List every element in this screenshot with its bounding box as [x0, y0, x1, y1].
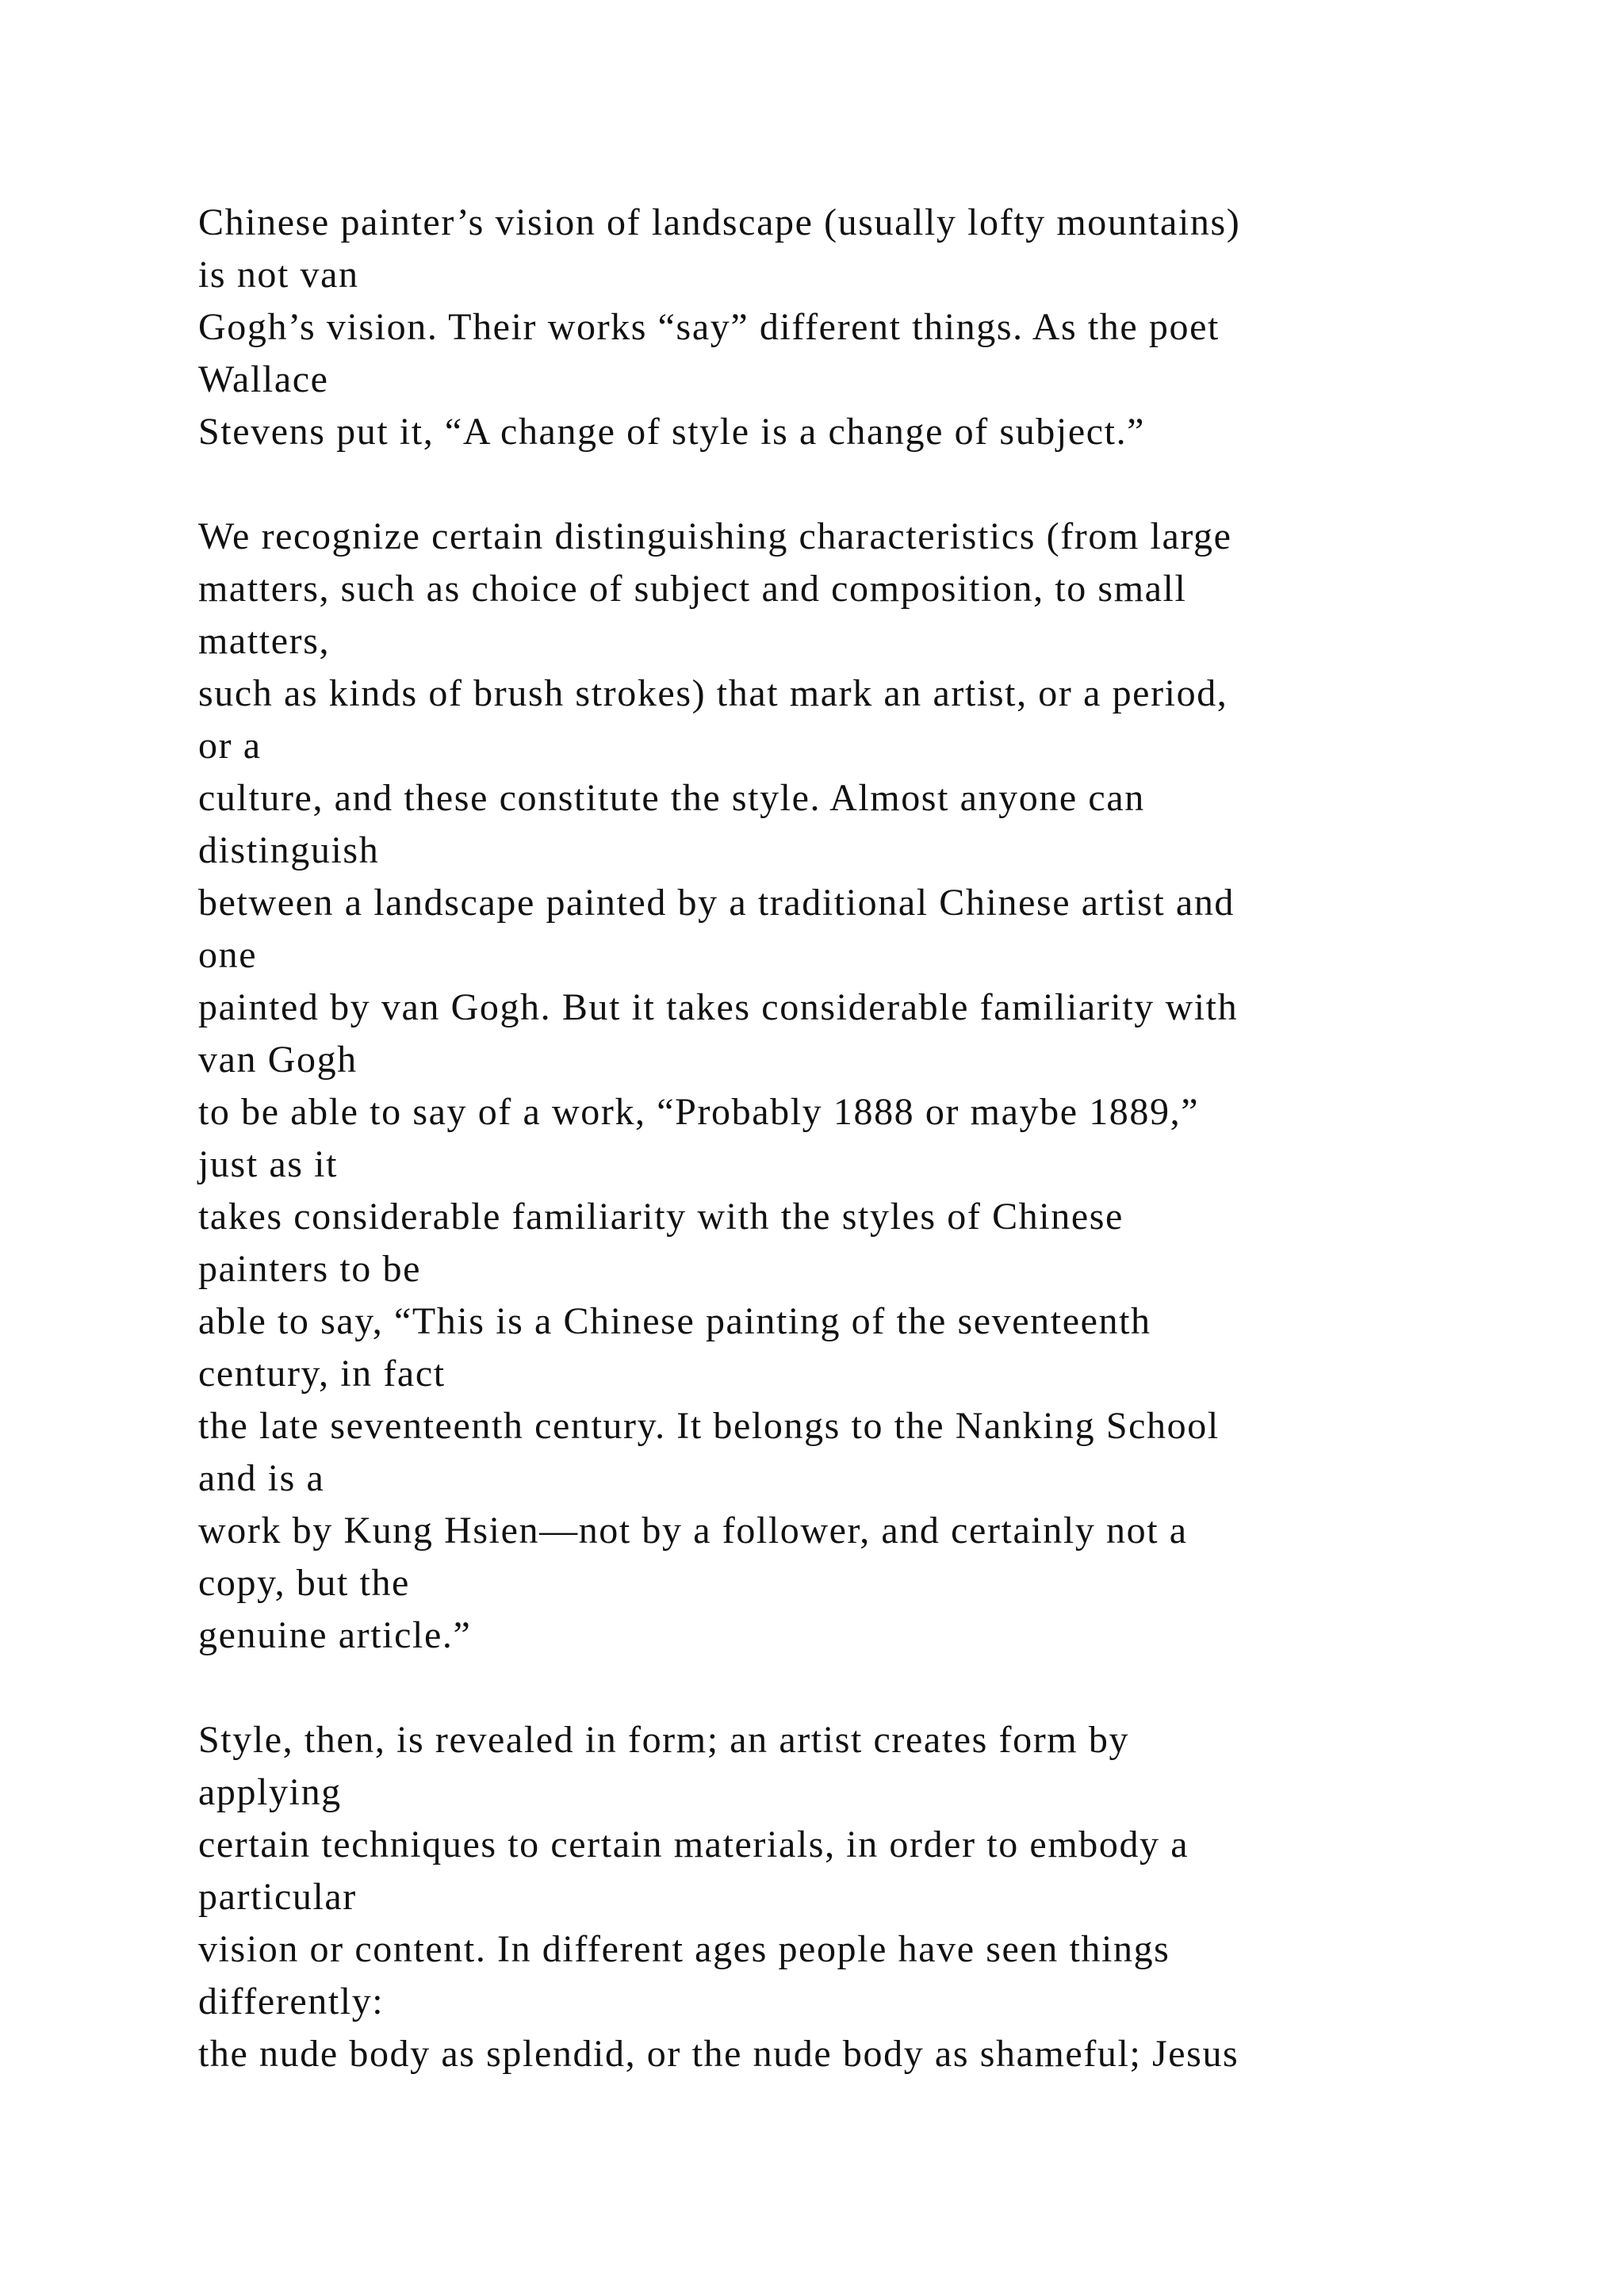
- text-line: certain techniques to certain materials, in order to embody a: [198, 1823, 1189, 1866]
- text-line: is not van: [198, 254, 359, 296]
- text-line: matters,: [198, 620, 331, 662]
- text-line: applying: [198, 1771, 342, 1813]
- text-line: takes considerable familiarity with the styles of Chinese: [198, 1196, 1124, 1238]
- text-line: Gogh’s vision. Their works “say” different things. As the poet: [198, 306, 1220, 348]
- text-line: just as it: [198, 1143, 339, 1185]
- text-line: such as kinds of brush strokes) that mark an artist, or a period,: [198, 672, 1228, 714]
- text-line: Chinese painter’s vision of landscape (usually lofty mountains): [198, 201, 1241, 243]
- text-line: Wallace: [198, 358, 329, 400]
- blank-line: [198, 1662, 1507, 1714]
- text-line: genuine article.”: [198, 1614, 472, 1656]
- text-line: copy, but the: [198, 1562, 410, 1604]
- text-line: and is a: [198, 1457, 325, 1499]
- blank-line: [198, 458, 1507, 511]
- text-line: work by Kung Hsien—not by a follower, and certainly not a: [198, 1510, 1188, 1552]
- body-text: [198, 197, 1507, 2080]
- text-line: Stevens put it, “A change of style is a change of subject.”: [198, 411, 1146, 453]
- text-line: the late seventeenth century. It belongs to the Nanking School: [198, 1405, 1220, 1447]
- text-line: one: [198, 934, 258, 976]
- text-line: particular: [198, 1876, 357, 1918]
- text-line: the nude body as splendid, or the nude body as shameful; Jesus: [198, 2033, 1239, 2075]
- text-line: to be able to say of a work, “Probably 1888 or maybe 1889,”: [198, 1091, 1200, 1133]
- text-line: distinguish: [198, 829, 380, 871]
- text-line: vision or content. In different ages people have seen things: [198, 1928, 1170, 1970]
- text-line: matters, such as choice of subject and composition, to small: [198, 568, 1187, 610]
- text-line: Style, then, is revealed in form; an artist creates form by: [198, 1719, 1130, 1761]
- text-line: We recognize certain distinguishing characteristics (from large: [198, 515, 1232, 557]
- text-line: painters to be: [198, 1248, 421, 1290]
- text-line: century, in fact: [198, 1353, 446, 1395]
- text-line: culture, and these constitute the style. Almost anyone can: [198, 777, 1145, 819]
- text-line: between a landscape painted by a traditional Chinese artist and: [198, 882, 1235, 924]
- text-line: able to say, “This is a Chinese painting of the seventeenth: [198, 1300, 1151, 1342]
- text-line: van Gogh: [198, 1039, 358, 1081]
- text-line: painted by van Gogh. But it takes considerable familiarity with: [198, 986, 1239, 1028]
- text-line: differently:: [198, 1980, 385, 2022]
- text-line: or a: [198, 725, 262, 767]
